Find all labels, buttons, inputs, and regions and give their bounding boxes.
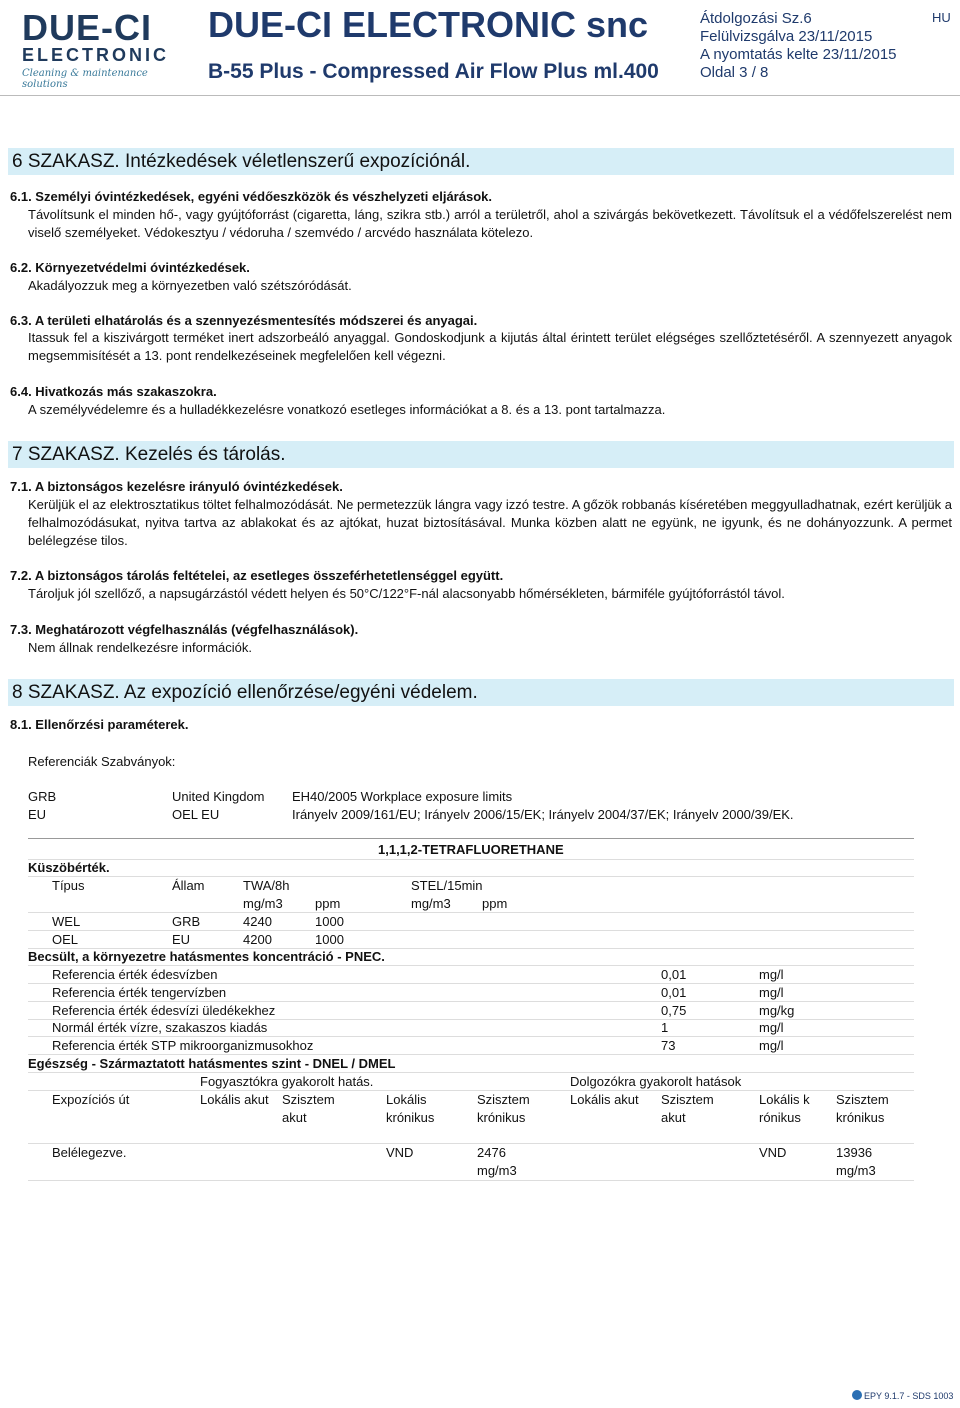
pnec-value: 0,01: [661, 985, 687, 1000]
ref-text: Irányelv 2009/161/EU; Irányelv 2006/15/EK; Irányelv 2004/37/EK; Irányelv 2000/39/EK.: [292, 807, 794, 822]
limit-state: EU: [172, 932, 191, 947]
subsection-7-3: 7.3. Meghatározott végfelhasználás (végfelhasználások).: [10, 622, 359, 637]
footer-text: EPY 9.1.7 - SDS 1003: [864, 1391, 954, 1401]
divider: [28, 912, 914, 913]
col-stel-ppm: ppm: [482, 896, 508, 911]
worker-local-chronic: VND: [759, 1145, 787, 1160]
ref-code: GRB: [28, 789, 57, 804]
pnec-value: 0,75: [661, 1003, 687, 1018]
col-stel-mg: mg/m3: [411, 896, 451, 911]
section-6-title: 6 SZAKASZ. Intézkedések véletlenszerű expozíciónál.: [8, 148, 954, 175]
col-type: Típus: [52, 878, 85, 893]
product-name: B-55 Plus - Compressed Air Flow Plus ml.400: [208, 60, 659, 83]
col-header: Szisztem akut: [661, 1092, 714, 1125]
divider: [28, 930, 914, 931]
col-twa-ppm: ppm: [315, 896, 341, 911]
limit-mg: 4200: [243, 932, 272, 947]
paragraph-6-3: Itassuk fel a kiszivárgott terméket inert adszorbeáló anyaggal. Gondoskodjunk a kijutás által érintett terület elégséges szellőztetéséről. A szennyezett anyagok megsemmisítését a 13. pont rendelkezéseinek megfelelően kell végezni.: [28, 330, 952, 363]
col-stel: STEL/15min: [411, 878, 483, 893]
paragraph-6-4: A személyvédelemre és a hulladékkezelésre vonatkozó esetleges információkat a 8. és a 13. pont tartalmazza.: [28, 402, 666, 417]
epy-logo-icon: [852, 1390, 862, 1400]
exposure-route-header: Expozíciós út: [52, 1092, 130, 1107]
consumer-local-chronic: VND: [386, 1145, 414, 1160]
col-state: Állam: [172, 878, 205, 893]
col-header: Szisztem akut: [282, 1092, 335, 1125]
document-meta: [700, 10, 897, 82]
review-date: Felülvizsgálva 23/11/2015: [700, 28, 873, 45]
paragraph-7-2: Tároljuk jól szellőző, a napsugárzástól védett helyen és 50°C/122°F-nál alacsonyabb hőmérsékleten, bármiféle gyújtóforrástól távol.: [28, 586, 785, 601]
logo-sub-text: ELECTRONIC: [22, 45, 169, 65]
ref-country: OEL EU: [172, 807, 220, 822]
col-twa-mg: mg/m3: [243, 896, 283, 911]
divider: [28, 859, 914, 860]
col-header: Lokális akut: [200, 1092, 269, 1107]
consumer-effects: Fogyasztókra gyakorolt hatás.: [200, 1074, 374, 1089]
subsection-7-2: 7.2. A biztonságos tárolás feltételei, az esetleges összeférhetetlenséggel együtt.: [10, 568, 504, 583]
section-8-title: 8 SZAKASZ. Az expozíció ellenőrzése/egyéni védelem.: [8, 679, 954, 706]
ref-country: United Kingdom: [172, 789, 265, 804]
col-header: Lokális akut: [570, 1092, 639, 1107]
logo-main-text: DUE-CI: [22, 7, 152, 48]
pnec-name: Referencia érték STP mikroorganizmusokhoz: [52, 1038, 314, 1053]
dnel-label: Egészség - Származtatott hatásmentes szint - DNEL / DMEL: [28, 1056, 396, 1071]
pnec-value: 73: [661, 1038, 676, 1053]
worker-effects: Dolgozókra gyakorolt hatások: [570, 1074, 742, 1089]
consumer-systemic-chronic: 2476 mg/m3: [477, 1145, 517, 1178]
pnec-name: Referencia érték édesvízi üledékekhez: [52, 1003, 276, 1018]
company-name: DUE-CI ELECTRONIC snc: [208, 4, 649, 45]
route-name: Belélegezve.: [52, 1145, 127, 1160]
page-number: Oldal 3 / 8: [700, 64, 769, 81]
pnec-unit: mg/l: [759, 1020, 784, 1035]
subsection-8-1: 8.1. Ellenőrzési paraméterek.: [10, 717, 189, 732]
limit-ppm: 1000: [315, 932, 344, 947]
pnec-value: 1: [661, 1020, 669, 1035]
limit-ppm: 1000: [315, 914, 344, 929]
col-header: Szisztem krónikus: [836, 1092, 889, 1125]
pnec-unit: mg/kg: [759, 1003, 795, 1018]
subsection-6-2: 6.2. Környezetvédelmi óvintézkedések.: [10, 260, 250, 275]
page-header: [0, 0, 960, 96]
pnec-unit: mg/l: [759, 967, 784, 982]
limit-state: GRB: [172, 914, 201, 929]
pnec-name: Normál érték vízre, szakaszos kiadás: [52, 1020, 268, 1035]
limit-type: OEL: [52, 932, 79, 947]
logo-tagline: Cleaning & maintenance solutions: [22, 68, 148, 90]
paragraph-6-2: Akadályozzuk meg a környezetben való szétszóródását.: [28, 278, 352, 293]
pnec-value: 0,01: [661, 967, 687, 982]
threshold-label: Küszöbérték.: [28, 860, 110, 875]
paragraph-6-1: Távolítsunk el minden hő-, vagy gyújtóforrást (cigaretta, láng, szikra stb.) arról a területről, ahol a szivárgás bekövetkezett. Távolítsuk el a védőfelszerelést nem viselő személyeket. Védokesztyu / védoruha / szemvédo / arcvédo használata kötelezo.: [28, 207, 952, 240]
col-header: Szisztem krónikus: [477, 1092, 530, 1125]
subsection-7-1: 7.1. A biztonságos kezelésre irányuló óvintézkedések.: [10, 479, 343, 494]
ref-code: EU: [28, 807, 47, 822]
divider: [28, 1180, 914, 1181]
revision-number: Átdolgozási Sz.6: [700, 10, 812, 27]
print-date: A nyomtatás kelte 23/11/2015: [700, 46, 897, 63]
divider: [28, 1072, 914, 1073]
reference-standards-label: Referenciák Szabványok:: [28, 754, 176, 769]
subsection-6-3: 6.3. A területi elhatárolás és a szennyezésmentesítés módszerei és anyagai.: [10, 313, 478, 328]
subsection-6-1: 6.1. Személyi óvintézkedések, egyéni védőeszközök és vészhelyzeti eljárások.: [10, 189, 492, 204]
limit-type: WEL: [52, 914, 81, 929]
ref-text: EH40/2005 Workplace exposure limits: [292, 789, 513, 804]
subsection-6-4: 6.4. Hivatkozás más szakaszokra.: [10, 384, 217, 399]
col-header: Lokális krónikus: [759, 1092, 810, 1125]
footer: [852, 1390, 953, 1401]
pnec-unit: mg/l: [759, 1038, 784, 1053]
section-7-title: 7 SZAKASZ. Kezelés és tárolás.: [8, 441, 954, 468]
pnec-name: Referencia érték édesvízben: [52, 967, 218, 982]
substance-name: 1,1,1,2-TETRAFLUORETHANE: [378, 842, 564, 857]
company-logo: [22, 7, 192, 90]
col-header: Lokális krónikus: [386, 1092, 435, 1125]
worker-systemic-chronic: 13936 mg/m3: [836, 1145, 876, 1178]
pnec-name: Referencia érték tengervízben: [52, 985, 227, 1000]
language-code: HU: [932, 10, 951, 25]
paragraph-7-3: Nem állnak rendelkezésre információk.: [28, 640, 252, 655]
paragraph-7-1: Kerüljük el az elektrosztatikus töltet felhalmozódását. Ne permetezzük lángra vagy izzó testre. A gőzök robbanás kíséretében meggyulladhatnak, ezért kerüljük a felhalmozódásukat, nyitva tartva az ablakokat és az ajtókat, huzat biztosításával. Munka közben alatt ne együnk, ne igyunk, és ne dohányozzunk. A permet belélegzése tilos.: [28, 497, 952, 548]
pnec-label: Becsült, a környezetre hatásmentes koncentráció - PNEC.: [28, 949, 385, 964]
limit-mg: 4240: [243, 914, 272, 929]
col-twa: TWA/8h: [243, 878, 290, 893]
pnec-unit: mg/l: [759, 985, 784, 1000]
